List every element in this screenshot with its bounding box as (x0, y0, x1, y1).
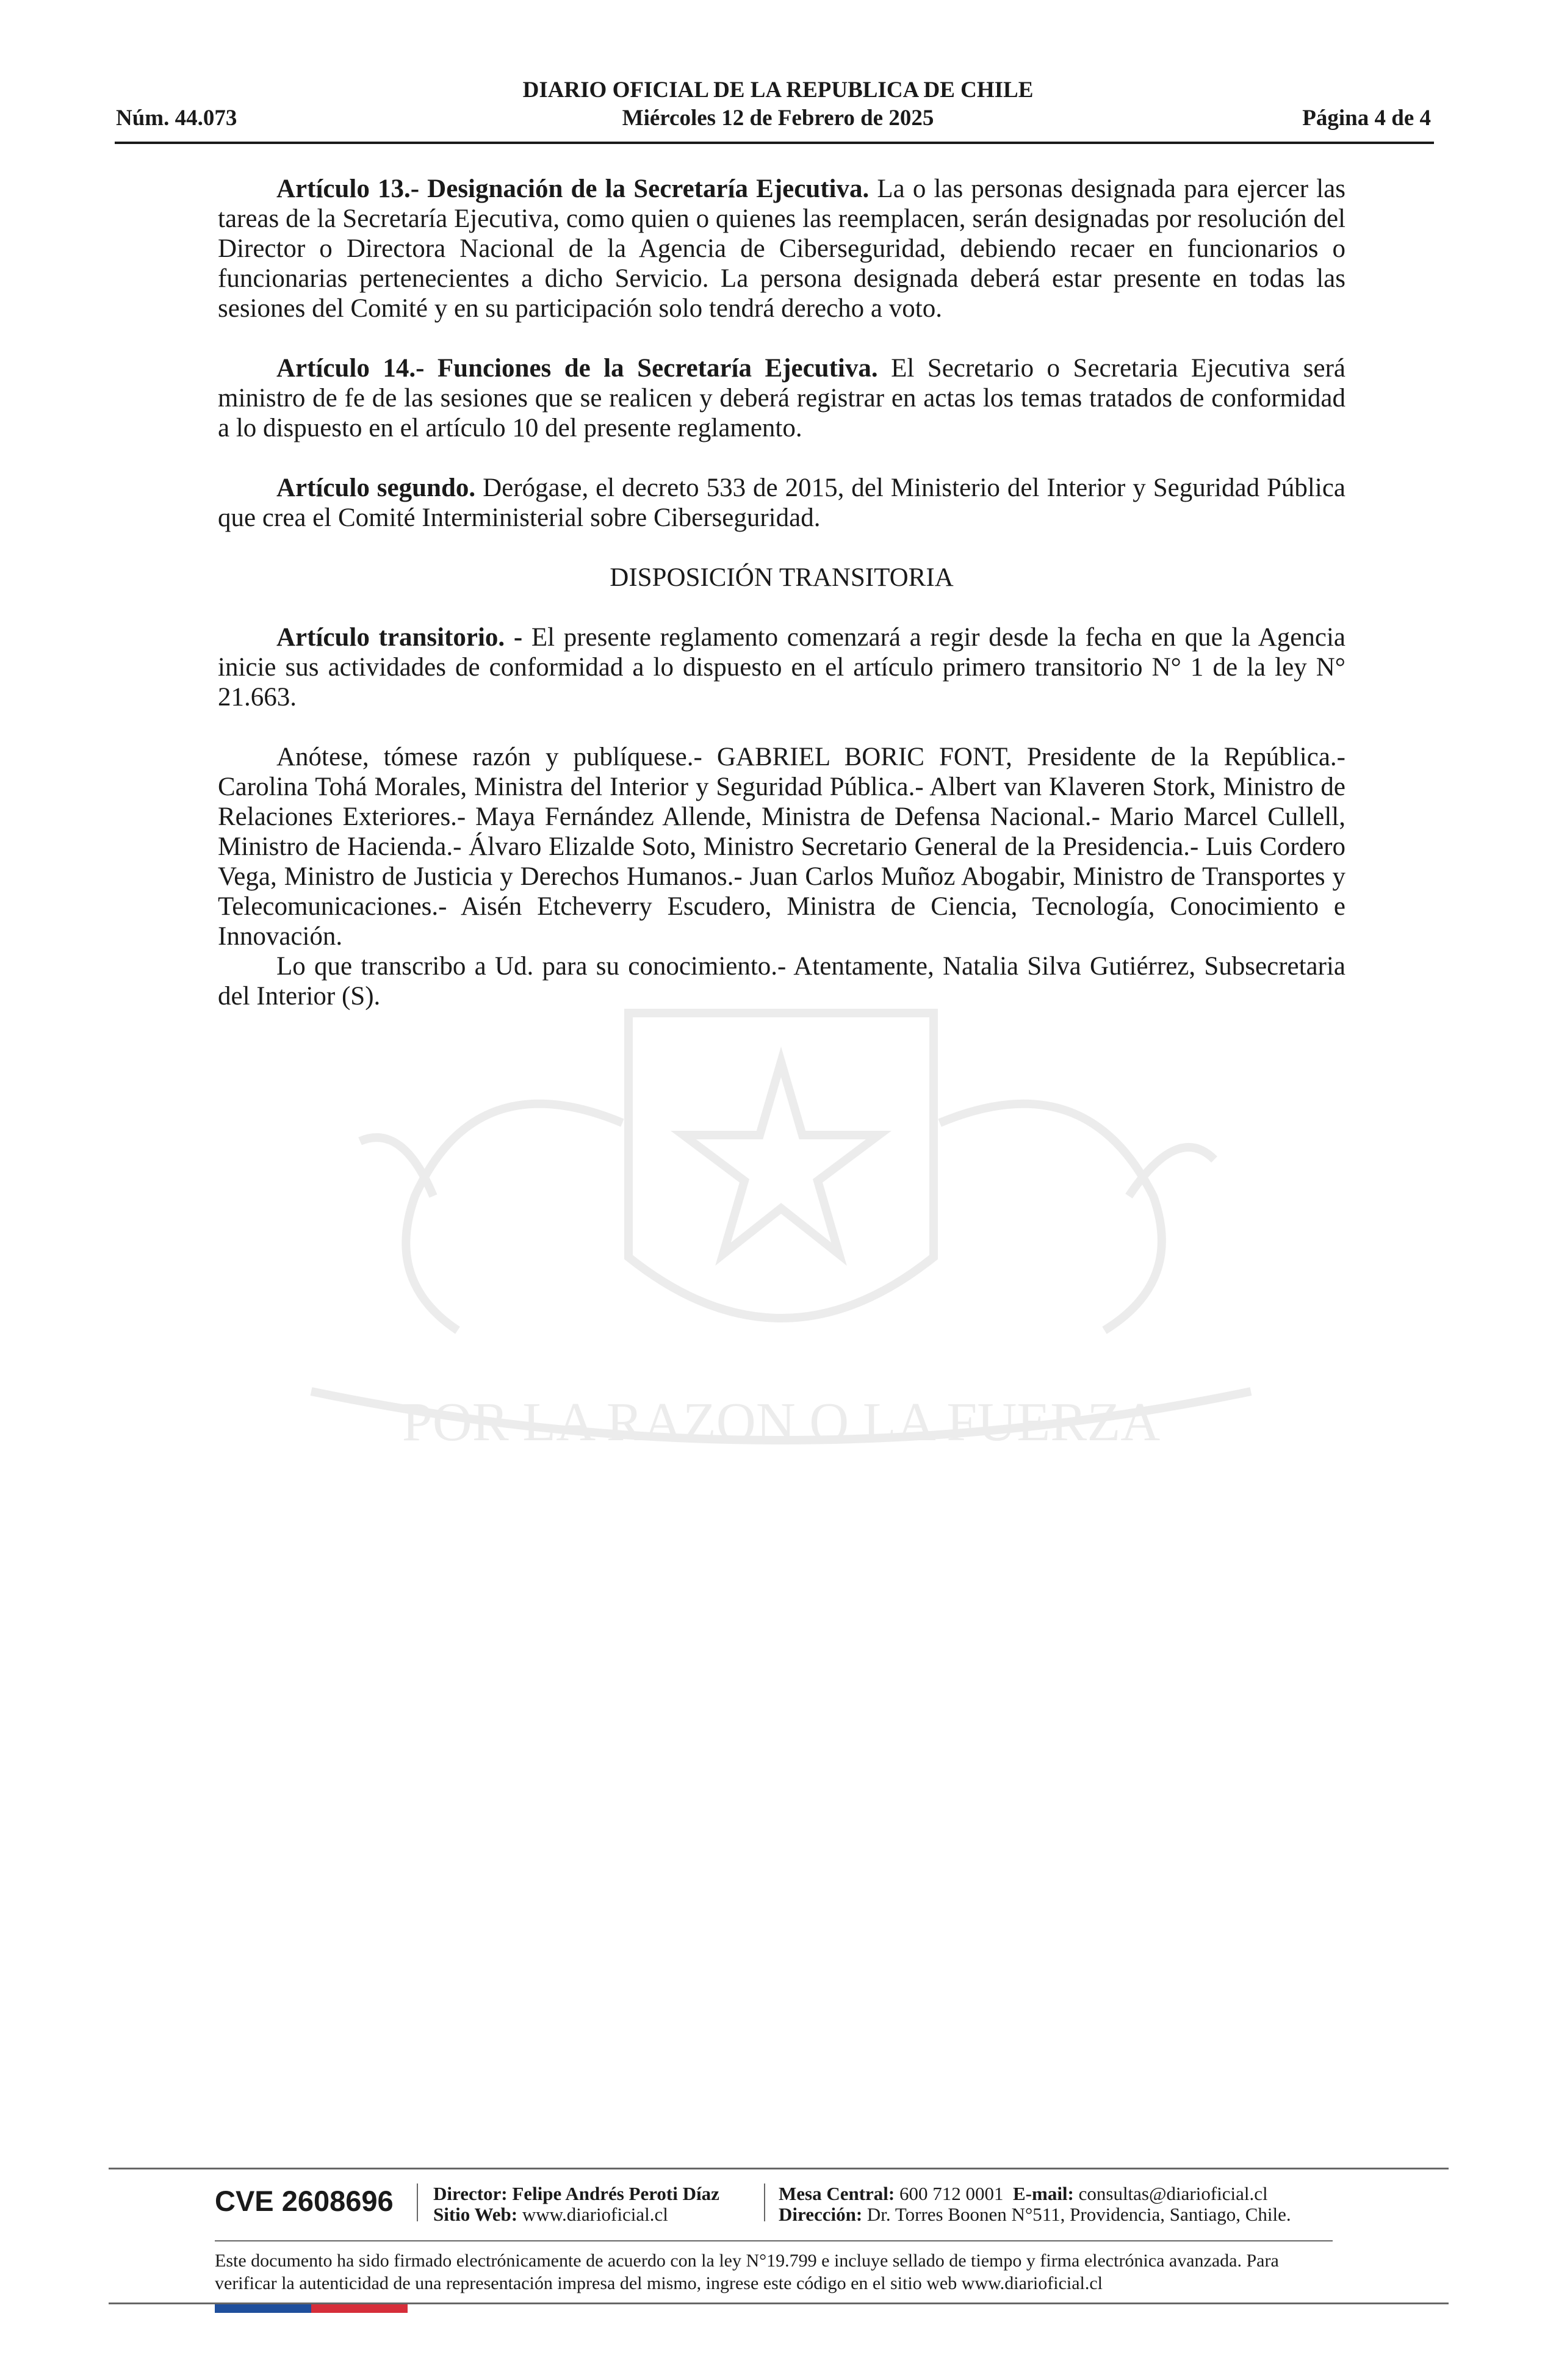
email-label: E-mail: (1013, 2183, 1074, 2204)
article-14-heading: Artículo 14.- Funciones de la Secretaría Ejecutiva. (276, 354, 878, 383)
issue-number: Núm. 44.073 (116, 106, 237, 131)
header-divider (115, 142, 1434, 144)
flag-stripe-blue (215, 2304, 311, 2313)
publication-date: Miércoles 12 de Febrero de 2025 (622, 106, 934, 131)
footer-separator-2 (764, 2183, 765, 2221)
motto-text: POR LA RAZON O LA FUERZA (402, 1392, 1161, 1452)
phone-value: 600 712 0001 (895, 2183, 1004, 2204)
email-link[interactable]: consultas@diarioficial.cl (1073, 2183, 1268, 2204)
director-name: Felipe Andrés Peroti Díaz (507, 2183, 719, 2204)
article-14 (218, 353, 1345, 443)
transitional-section-title: DISPOSICIÓN TRANSITORIA (610, 563, 954, 592)
address-line (779, 2204, 1291, 2225)
article-transitional-text: El presente reglamento comenzará a regir desde la fecha en que la Agencia inicie sus actividades de conformidad a lo dispuesto en el artículo primero transitorio N° 1 de la ley N° 21.663. (218, 623, 1346, 712)
phone-line (779, 2183, 1291, 2204)
flag-stripe-red (311, 2304, 408, 2313)
article-second-heading: Artículo segundo. (276, 474, 476, 502)
footer-contact-column (779, 2183, 1291, 2225)
cve-code: CVE 2608696 (215, 2185, 394, 2217)
signatures-paragraph: Anótese, tómese razón y publíquese.- GABRIEL BORIC FONT, Presidente de la República.- Carolina Tohá Morales, Ministra del Interior y Seguridad Pública.- Albert van Klaveren Stork, Ministro de Relaciones Exteriores.- Maya Fernández Allende, Ministra de Defensa Nacional.- Mario Marcel Cullell, Ministro de Hacienda.- Álvaro Elizalde Soto, Ministro Secretario General de la Presidencia.- Luis Cordero Vega, Ministro de Justicia y Derechos Humanos.- Juan Carlos Muñoz Abogabir, Ministro de Transportes y Telecomunicaciones.- Aisén Etcheverry Escudero, Ministra de Ciencia, Tecnología, Conocimiento e Innovación. (218, 743, 1345, 951)
director-label: Director: (433, 2183, 508, 2204)
website-label: Sitio Web: (433, 2204, 518, 2225)
website-link[interactable]: www.diarioficial.cl (517, 2204, 668, 2225)
article-13 (218, 174, 1345, 323)
star-shape (683, 1062, 879, 1254)
publication-title: DIARIO OFICIAL DE LA REPUBLICA DE CHILE (522, 78, 1034, 103)
footer-divider-middle (215, 2240, 1333, 2241)
footer-separator-1 (417, 2183, 418, 2221)
article-second (218, 473, 1345, 533)
footer-divider-top (109, 2168, 1449, 2169)
article-13-heading: Artículo 13.- Designación de la Secretaría Ejecutiva. (276, 175, 870, 203)
coat-of-arms-watermark (201, 940, 1361, 1550)
article-transitional-heading: Artículo transitorio. - (276, 623, 523, 652)
document-body (218, 174, 1345, 1011)
article-second-text: Derógase, el decreto 533 de 2015, del Ministerio del Interior y Seguridad Pública que crea el Comité Interministerial sobre Ciberseguridad. (218, 474, 1345, 532)
footer-director-column (433, 2183, 719, 2225)
legal-notice: Este documento ha sido firmado electrónicamente de acuerdo con la ley N°19.799 e incluye sellado de tiempo y firma electrónica avanzada. Para verificar la autenticidad de una representación impresa del mismo, ingrese este código en el sitio web www.diarioficial.cl (215, 2251, 1279, 2293)
page-number: Página 4 de 4 (1302, 106, 1431, 131)
phone-label: Mesa Central: (779, 2183, 895, 2204)
closing-paragraph: Lo que transcribo a Ud. para su conocimiento.- Atentamente, Natalia Silva Gutiérrez, Subsecretaria del Interior (S). (218, 952, 1345, 1011)
article-14-text: El Secretario o Secretaria Ejecutiva será ministro de fe de las sesiones que se realicen y deberá registrar en actas los temas tratados de conformidad a lo dispuesto en el artículo 10 del presente reglamento. (218, 354, 1345, 442)
condor-shape (940, 1104, 1214, 1330)
article-13-text: La o las personas designada para ejercer las tareas de la Secretaría Ejecutiva, como quien o quienes las reemplacen, serán designadas por resolución del Director o Directora Nacional de la Agencia de Ciberseguridad, debiendo recaer en funcionarios o funcionarias pertenecientes a dicho Servicio. La persona designada deberá estar presente en todas las sesiones del Comité y en su participación solo tendrá derecho a voto. (218, 175, 1345, 323)
address-value: Dr. Torres Boonen N°511, Providencia, Santiago, Chile. (862, 2204, 1291, 2225)
address-label: Dirección: (779, 2204, 863, 2225)
director-line (433, 2183, 719, 2204)
website-line (433, 2204, 719, 2225)
huemul-shape (360, 1104, 622, 1330)
article-transitional (218, 622, 1345, 712)
